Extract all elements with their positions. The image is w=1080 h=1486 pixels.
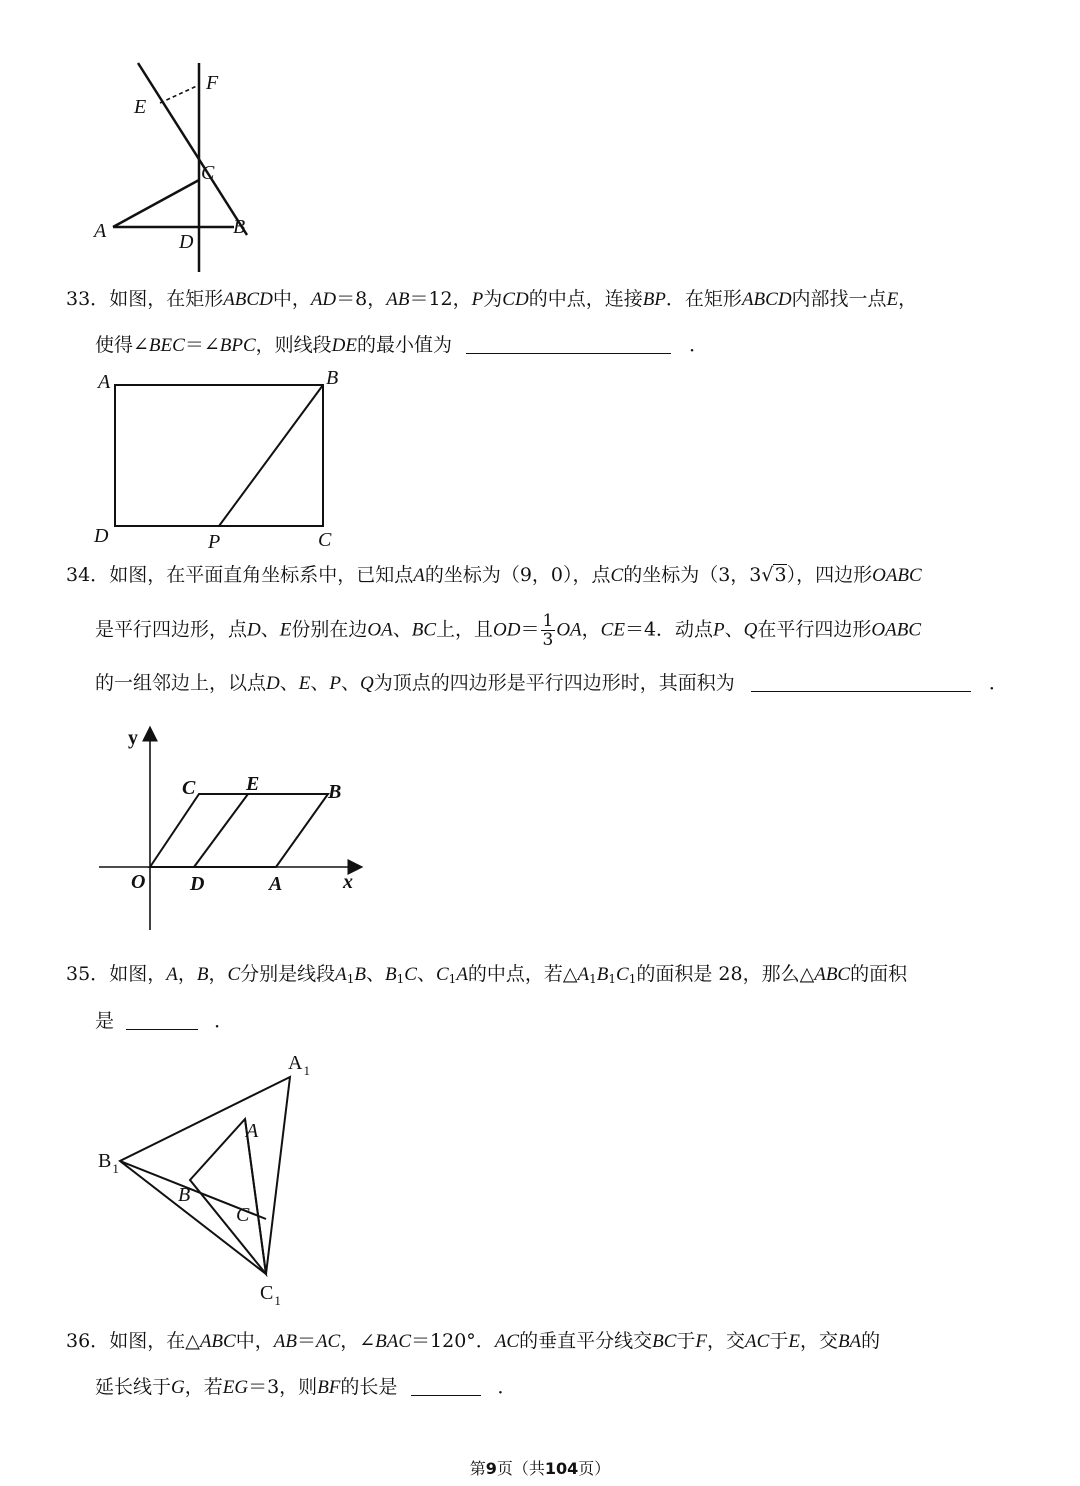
label-e: E [246,773,260,795]
q33-answer-blank[interactable] [466,333,671,354]
label-c: C [201,162,215,184]
q36-line1: 36．如图，在△ABC中，AB＝AC，∠BAC＝120°．AC的垂直平分线交BC于F，交AC于E，交BA的 [66,1330,881,1352]
label-c: C [182,777,196,799]
label-b: B [328,781,342,803]
q34-line1: 34．如图，在平面直角坐标系中，已知点A的坐标为（9，0），点C的坐标为（3，3√3），四边形OABC [66,564,922,586]
figure-q35 [90,1045,330,1315]
label-o: O [131,871,146,893]
page-footer: 第9页（共104页） [469,1459,611,1478]
q36-answer-blank[interactable] [411,1375,481,1396]
fraction-one-third: $\frac{1}{3}$ [542,611,554,650]
label-c: C [318,529,332,551]
q34-answer-blank[interactable] [751,671,971,692]
label-a: A [269,873,283,895]
label-c: C [236,1204,250,1226]
page-total: 104 [544,1459,579,1478]
q33-line1: 33．如图，在矩形ABCD中，AD＝8，AB＝12，P为CD的中点，连接BP．在矩形ABCD内部找一点E， [66,288,918,310]
rectangle-abcd [115,385,323,526]
figure-q34 [95,722,370,937]
label-e: E [134,96,147,118]
label-a: A [246,1120,259,1142]
q35-line2: 是 ． [95,1010,234,1032]
label-a1: $A_1$ [288,1052,310,1078]
label-x: x [343,871,353,893]
label-d: D [190,873,205,895]
label-p: P [208,531,221,553]
triangle-a1b1c1 [120,1077,290,1274]
segment-bp [219,385,323,526]
label-b: B [326,367,339,389]
dashed-ef [160,85,199,103]
label-b1: $B_1$ [98,1150,119,1176]
q35-line1: 35．如图，A，B，C分别是线段$A_1B$、$B_1C$、$C_1A$的中点，若$\triangle A_1B_1C_1$的面积是 28，那么△ABC的面积 [66,963,908,986]
label-d: D [94,525,109,547]
figure-q33 [88,366,348,556]
q33-line2: 使得∠BEC＝∠BPC，则线段DE的最小值为 ． [95,334,709,356]
page-number: 9 [485,1459,497,1478]
label-c1: $C_1$ [260,1282,281,1308]
q36-line2: 延长线于G，若EG＝3，则BF的长是 ． [95,1376,517,1398]
label-f: F [206,72,219,94]
label-y: y [128,727,138,749]
q35-answer-blank[interactable] [126,1009,198,1030]
q34-line3: 的一组邻边上，以点D、E、P、Q为顶点的四边形是平行四边形时，其面积为 ． [95,672,1008,694]
label-b: B [233,216,246,238]
q34-line2: 是平行四边形，点D、E份别在边OA、BC上，且OD＝ $\frac{1}{3}$ OA，CE＝4．动点P、Q在平行四边形OABC [95,611,922,650]
segment-de [194,794,248,867]
label-a: A [94,220,107,242]
label-d: D [179,231,194,253]
label-a: A [98,371,111,393]
figure-q32 [80,55,280,280]
label-b: B [178,1184,191,1206]
segment-ac [113,180,199,227]
